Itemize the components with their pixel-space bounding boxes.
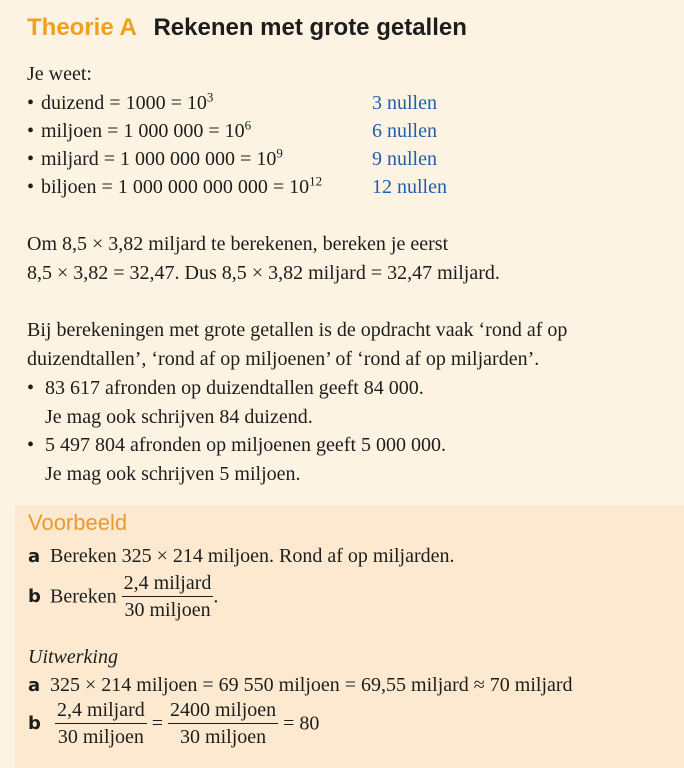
solution-title: Uitwerking [28, 646, 118, 668]
zeros-label: 12 nullen [372, 176, 447, 198]
bullet-icon: • [27, 148, 35, 170]
paragraph-line: 8,5 × 3,82 = 32,47. Dus 8,5 × 3,82 miljard = 32,47 miljard. [27, 262, 500, 284]
fraction: $\frac{\text{2,4 miljard}}{\text{30 miljoen}}$ [57, 699, 145, 748]
zeros-label: 6 nullen [372, 120, 437, 142]
fraction: $\frac{\text{2400 miljoen}}{\text{30 miljoen}}$ [170, 699, 277, 748]
fraction: $\frac{\text{2,4 miljard}}{\text{30 miljoen}}$ [123, 572, 212, 621]
solution-a: a 325 × 214 miljoen = 69 550 miljoen = 69,55 miljard ≈ 70 miljard [28, 674, 573, 696]
example-part-a: a Bereken 325 × 214 miljoen. Rond af op miljarden. [28, 545, 455, 567]
marker-a: a [28, 675, 41, 696]
bullet-icon: • [27, 92, 35, 114]
bullet-icon: • [27, 377, 35, 399]
list-item: • 83 617 afronden op duizendtallen geeft 84 000. [27, 377, 424, 399]
paragraph-line: duizendtallen’, ‘rond af op miljoenen’ of ‘rond af op miljarden’. [27, 348, 540, 370]
paragraph-line: Om 8,5 × 3,82 miljard te berekenen, bereken je eerst [27, 233, 449, 255]
list-item: • miljard = 1 000 000 $000 = 10^9$ [27, 145, 283, 170]
page-title [27, 14, 467, 42]
bullet-icon: • [27, 434, 35, 456]
list-item: • duizend = $1000 = 10^3$ [27, 89, 214, 114]
list-item-continuation: Je mag ook schrijven 84 duizend. [45, 406, 313, 428]
list-item: • biljoen = 1 000 000 000 $000 = 10^{12}$ [27, 173, 323, 198]
section-label: Theorie A [27, 14, 137, 41]
intro-text: Je weet: [27, 63, 92, 85]
paragraph-line: Bij berekeningen met grote getallen is de opdracht vaak ‘rond af op [27, 319, 568, 341]
example-title: Voorbeeld [28, 510, 128, 535]
example-part-b: b Bereken $\frac{\text{2,4 miljard}}{\text{30 miljoen}}$ . [28, 572, 219, 621]
marker-b: b [28, 585, 41, 607]
zeros-label: 9 nullen [372, 148, 437, 170]
bullet-icon: • [27, 176, 35, 198]
list-item: • 5 497 804 afronden op miljoenen geeft 5 000 000. [27, 434, 447, 456]
zeros-label: 3 nullen [372, 92, 437, 114]
list-item-continuation: Je mag ook schrijven 5 miljoen. [45, 463, 301, 485]
bullet-icon: • [27, 120, 35, 142]
section-title: Rekenen met grote getallen [153, 14, 467, 41]
marker-b: b [28, 712, 41, 734]
marker-a: a [28, 546, 41, 567]
list-item: • miljoen = 1 000 $000 = 10^6$ [27, 117, 252, 142]
solution-b: b $\frac{\text{2,4 miljard}}{\text{30 miljoen}}$ = $\frac{\text{2400 miljoen}}{\text{30 miljoen}}$ = 80 [28, 699, 320, 748]
